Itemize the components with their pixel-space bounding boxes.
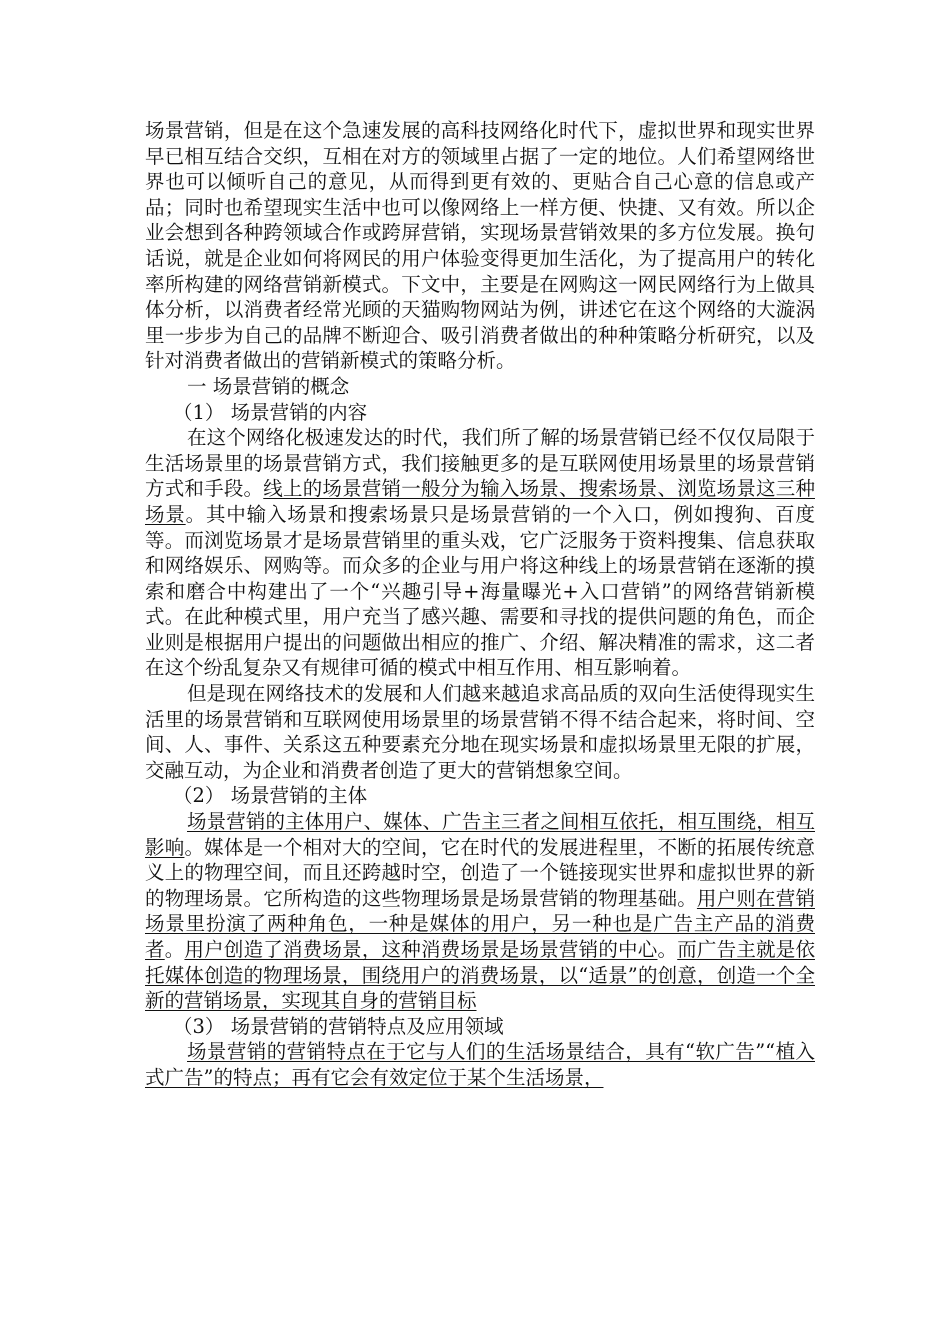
subsection-heading-content: （1） 场景营销的内容 [173, 400, 368, 424]
intro-paragraph: 场景营销，但是在这个急速发展的高科技网络化时代下，虚拟世界和现实世界早已相互结合交织，互相在对方的领域里占据了一定的地位。人们希望网络世界也可以倾听自己的意见，从而得到更有效的、更贴合自己心意的信息或产品；同时也希望现实生活中也可以像网络上一样方便、快捷、又有效。所以企业会想到各种跨领域合作或跨屏营销，实现场景营销效果的多方位发展。换句话说，就是企业如何将网民的用户体验变得更加生活化，为了提高用户的转化率所构建的网络营销新模式。下文中，主要是在网购这一网民网络行为上做具体分析，以消费者经常光顾的天猫购物网站为例，讲述它在这个网络的大漩涡里一步步为自己的品牌不断迎合、吸引消费者做出的种种策略分析研究，以及针对消费者做出的营销新模式的策略分析。 [145, 119, 815, 373]
underlined-text-run: 场景营销的主体用户、媒体、广告主三者之间相互依托，相互围绕，相互影响 [145, 810, 815, 859]
underlined-text-run: 而广告主就是依托媒体创造的物理场景，围绕用户的消费场景，以“适景”的创意，创造一个全新的营销场景，实现其自身的营销目标 [145, 938, 815, 1013]
text-run: 。媒体是一个相对大的空间，它在时代的发展进程里，不断的拓展传统意义上的物理空间，而且还跨越时空，创造了一个链接现实世界和虚拟世界的新的物理场景。它所构造的这些物理场景是场景营销的物理基础。 [145, 835, 815, 910]
subsection-heading-subject: （2） 场景营销的主体 [173, 784, 368, 808]
document-body [145, 118, 815, 1091]
underlined-text-run: 线上的场景营销一般分为输入场景、搜索场景、浏览场景这三种场景 [145, 477, 815, 526]
text-run: 。 [657, 938, 678, 961]
underlined-text-run: 用户则在营销场景里扮演了两种角色，一种是媒体的用户，另一种也是广告主产品的消费者 [145, 886, 815, 961]
underlined-text-run: 用户创造了消费场景，这种消费场景是场景营销的中心 [184, 938, 658, 961]
section-heading-concept: 一 场景营销的概念 [187, 374, 350, 398]
text-run: 在这个网络化极速发达的时代，我们所了解的场景营销已经不仅仅局限于生活场景里的场景营销方式，我们接触更多的是互联网使用场景里的场景营销方式和手段。 [145, 426, 815, 501]
features-paragraph [145, 1039, 815, 1090]
content-paragraph-2: 但是现在网络技术的发展和人们越来越追求高品质的双向生活使得现实生活里的场景营销和互联网使用场景里的场景营销不得不结合起来，将时间、空间、人、事件、关系这五种要素充分地在现实场景和虚拟场景里无限的扩展，交融互动，为企业和消费者创造了更大的营销想象空间。 [145, 682, 815, 782]
text-run: 。其中输入场景和搜索场景只是场景营销的一个入口，例如搜狗、百度等。而浏览场景才是场景营销里的重头戏，它广泛服务于资料搜集、信息获取和网络娱乐、网购等。而众多的企业与用户将这种线上的场景营销在逐渐的摸索和磨合中构建出了一个“兴趣引导+海量曝光+入口营销”的网络营销新模式。在此种模式里，用户充当了感兴趣、需要和寻找的提供问题的角色，而企业则是根据用户提出的问题做出相应的推广、介绍、解决精准的需求，这二者在这个纷乱复杂又有规律可循的模式中相互作用、相互影响着。 [145, 502, 815, 680]
text-run: 。 [164, 938, 185, 961]
underlined-text-run: 场景营销的营销特点在于它与人们的生活场景结合，具有“软广告”“植入式广告”的特点；再有它会有效定位于某个生活场景， [145, 1040, 815, 1089]
content-paragraph-1 [145, 425, 815, 681]
subsection-heading-features: （3） 场景营销的营销特点及应用领域 [173, 1014, 504, 1038]
subject-paragraph [145, 809, 815, 1014]
